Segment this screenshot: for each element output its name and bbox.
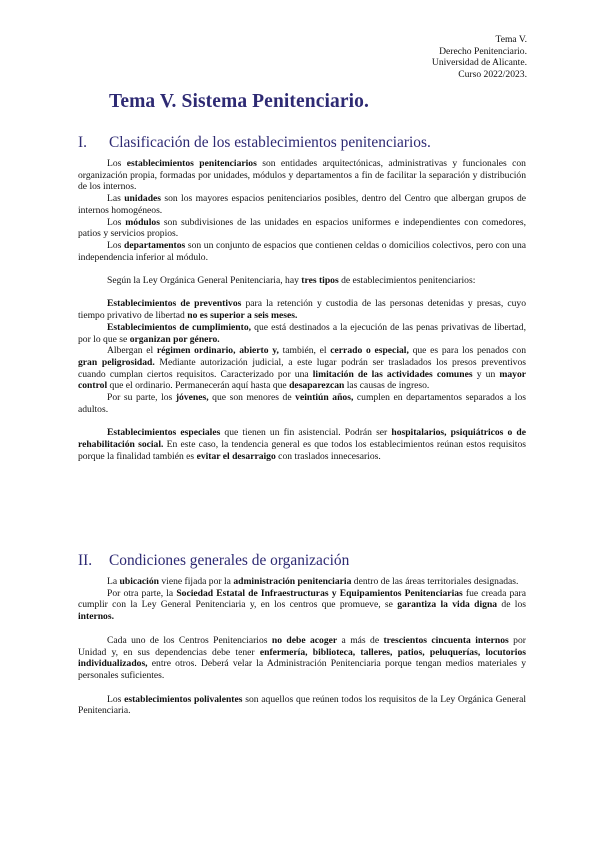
paragraph: Los establecimientos penitenciarios son entidades arquitectónicas, administrativas y funcionales con organización propia, formadas por unidades, módulos y departamentos a fin de facilitar la separación y distribución de los internos.	[78, 158, 526, 193]
header-subject: Derecho Penitenciario.	[439, 45, 527, 57]
paragraph: Los establecimientos polivalentes son aquellos que reúnen todos los requisitos de la Ley Orgánica General Penitenciaria.	[78, 693, 526, 717]
paragraph: Los departamentos son un conjunto de espacios que contienen celdas o domicilios colectivos, pero con una independencia inferior al módulo.	[78, 239, 526, 263]
header-university: Universidad de Alicante.	[431, 57, 527, 69]
paragraph: Establecimientos de cumplimiento, que está destinados a la ejecución de las penas privativas de libertad, por lo que se organizan por género.	[78, 321, 526, 345]
header-topic: Tema V.	[495, 34, 527, 45]
section-1-title: Clasificación de los establecimientos penitenciarios.	[109, 134, 431, 151]
header-course: Curso 2022/2023.	[458, 68, 527, 80]
paragraph: Establecimientos especiales que tienen un fin asistencial. Podrán ser hospitalarios, psiquiátricos o de rehabilitación social. En este caso, la tendencia general es que todos los establecimientos reúnan estos requisitos porque la finalidad también es evitar el desarraigo con traslados innecesarios.	[78, 427, 526, 462]
paragraph: Establecimientos de preventivos para la retención y custodia de las personas detenidas y presas, cuyo tiempo privativo de libertad no es superior a seis meses.	[78, 298, 526, 322]
paragraph: La ubicación viene fijada por la administración penitenciaria dentro de las áreas territoriales designadas.	[107, 576, 519, 587]
section-2-heading	[78, 552, 349, 570]
paragraph: Cada uno de los Centros Penitenciarios no debe acoger a más de trescientos cincuenta internos por Unidad y, en sus dependencias debe tener enfermería, biblioteca, talleres, patios, peluquerías, locutorios individualizados, entre otros. Deberá velar la Administración Penitenciaria porque tengan medios materiales y personales suficientes.	[78, 634, 526, 681]
document-header	[432, 34, 527, 80]
paragraph: Por su parte, los jóvenes, que son menores de veintiún años, cumplen en departamentos separados a los adultos.	[78, 392, 526, 415]
section-1-heading	[78, 134, 431, 152]
section-2-title: Condiciones generales de organización	[109, 552, 350, 569]
paragraph: Según la Ley Orgánica General Penitenciaria, hay tres tipos de establecimientos penitenciarios:	[107, 275, 476, 287]
section-1-number: I.	[78, 134, 87, 151]
paragraph: Por otra parte, la Sociedad Estatal de Infraestructuras y Equipamientos Penitenciarias fue creada para cumplir con la Ley General Penitenciaria y, en los centros que promueve, se garantiza la vida digna de los internos.	[78, 587, 526, 623]
section-1-body	[78, 158, 526, 462]
section-2-body	[78, 576, 526, 717]
paragraph: Los módulos son subdivisiones de las unidades en espacios uniformes e independientes con comedores, patios y servicios propios.	[78, 216, 526, 240]
section-2-number: II.	[78, 552, 93, 569]
paragraph: Las unidades son los mayores espacios penitenciarios posibles, dentro del Centro que albergan grupos de internos homogéneos.	[78, 193, 526, 216]
document-title: Tema V. Sistema Penitenciario.	[109, 91, 369, 112]
paragraph: Albergan el régimen ordinario, abierto y, también, el cerrado o especial, que es para los penados con gran peligrosidad. Mediante autorización judicial, a este lugar podrán ser trasladados los presos preventivos cuando cumplan ciertos requisitos. Caracterizado por una limitación de las actividades comunes y un mayor control que el ordinario. Permanecerán aquí hasta que desaparezcan las causas de ingreso.	[78, 345, 527, 392]
